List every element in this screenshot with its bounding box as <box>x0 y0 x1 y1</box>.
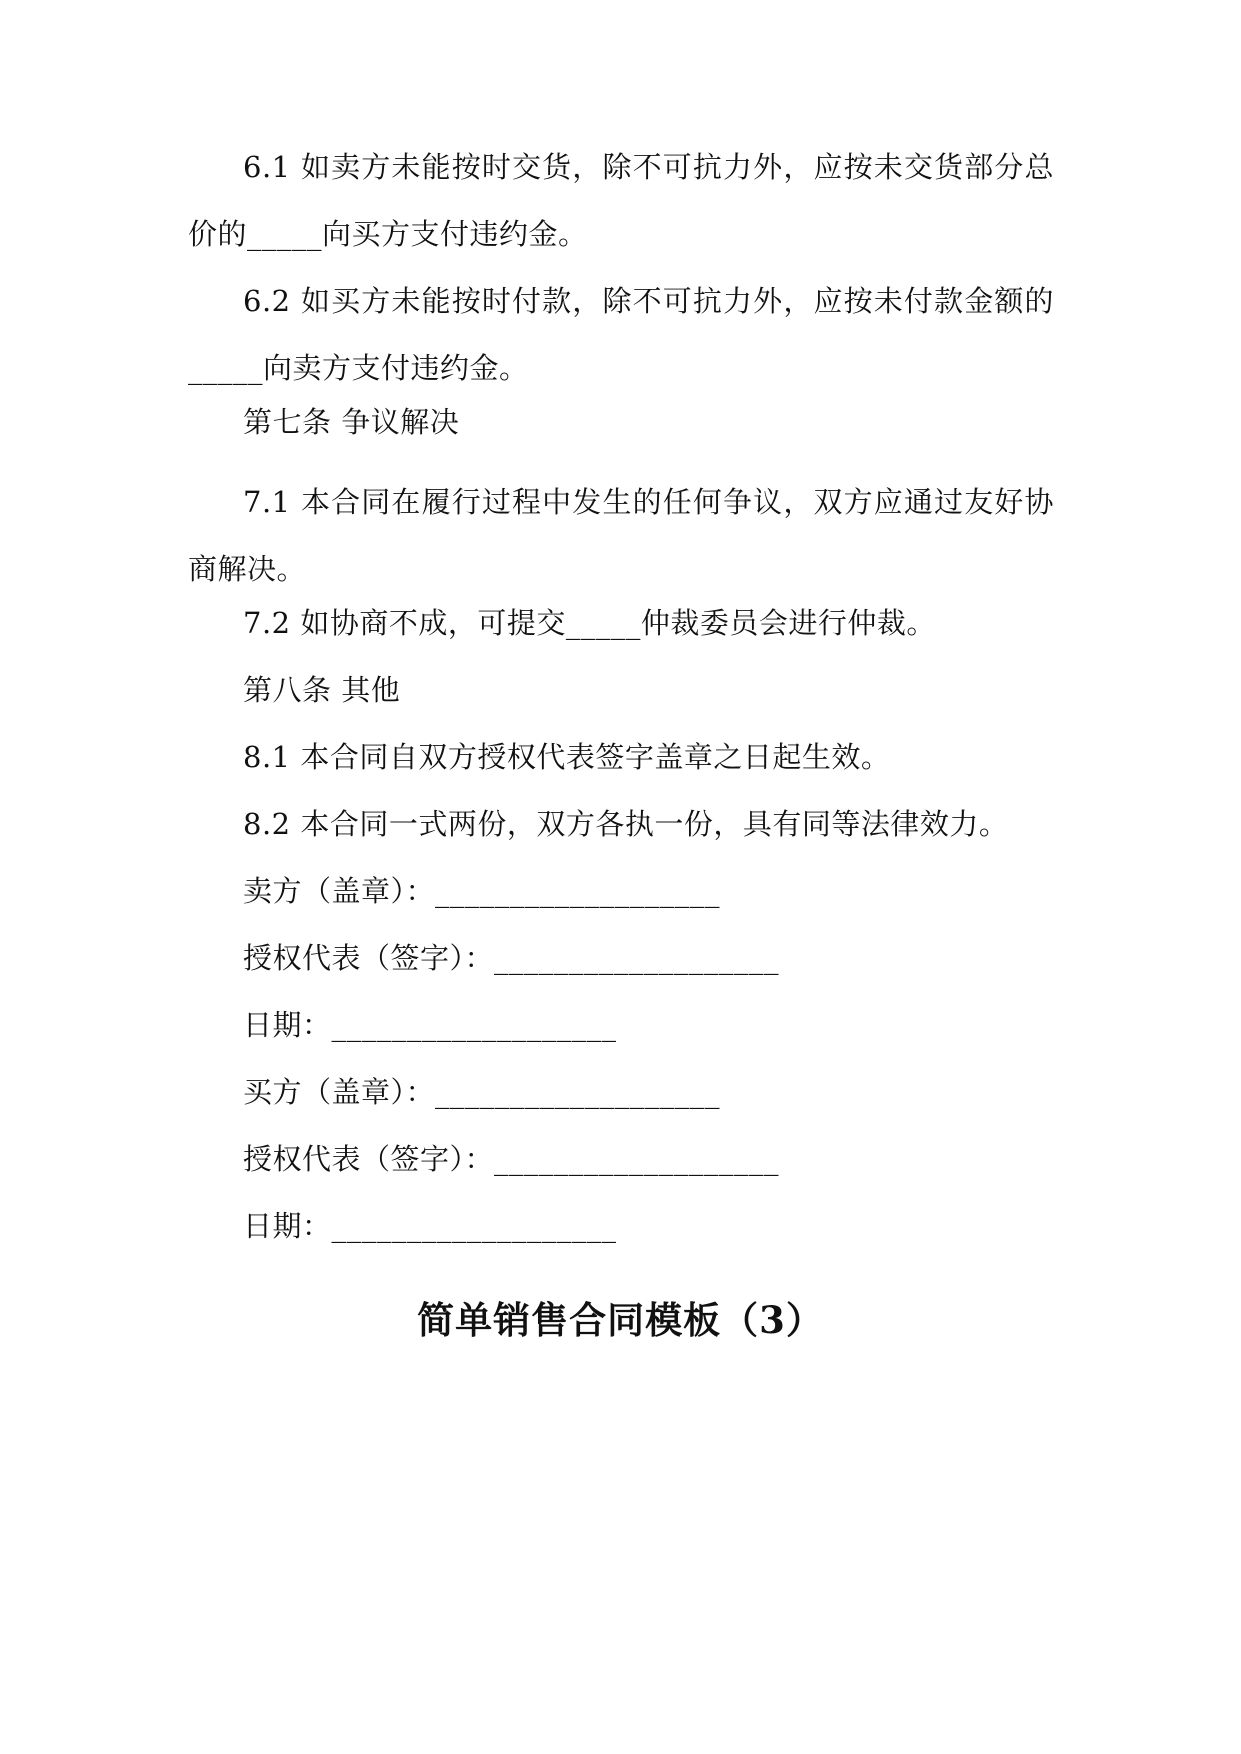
seller-seal-line: 卖方（盖章）：___________________ <box>243 874 721 908</box>
clause-7-1: 7.1 本合同在履行过程中发生的任何争议，双方应通过友好协商解决。 <box>188 485 1054 586</box>
clause-8-2: 8.2 本合同一式两份，双方各执一份，具有同等法律效力。 <box>243 807 1009 841</box>
clause-6-1: 6.1 如卖方未能按时交货，除不可抗力外，应按未交货部分总价的_____向买方支付违约金。 <box>188 150 1054 251</box>
clause-7-2: 7.2 如协商不成，可提交_____仲裁委员会进行仲裁。 <box>243 606 936 640</box>
buyer-seal-line: 买方（盖章）：___________________ <box>243 1075 721 1109</box>
buyer-date-line: 日期：___________________ <box>243 1209 617 1243</box>
article-7-heading: 第七条 争议解决 <box>243 405 460 439</box>
buyer-representative-line: 授权代表（签字）：___________________ <box>243 1142 780 1176</box>
clause-6-2: 6.2 如买方未能按时付款，除不可抗力外，应按未付款金额的_____向卖方支付违约金。 <box>188 284 1054 385</box>
seller-date-line: 日期：___________________ <box>243 1008 617 1042</box>
article-8-heading: 第八条 其他 <box>243 673 401 707</box>
seller-representative-line: 授权代表（签字）：___________________ <box>243 941 780 975</box>
next-contract-title: 简单销售合同模板（3） <box>417 1298 824 1342</box>
clause-8-1: 8.1 本合同自双方授权代表签字盖章之日起生效。 <box>243 740 891 774</box>
